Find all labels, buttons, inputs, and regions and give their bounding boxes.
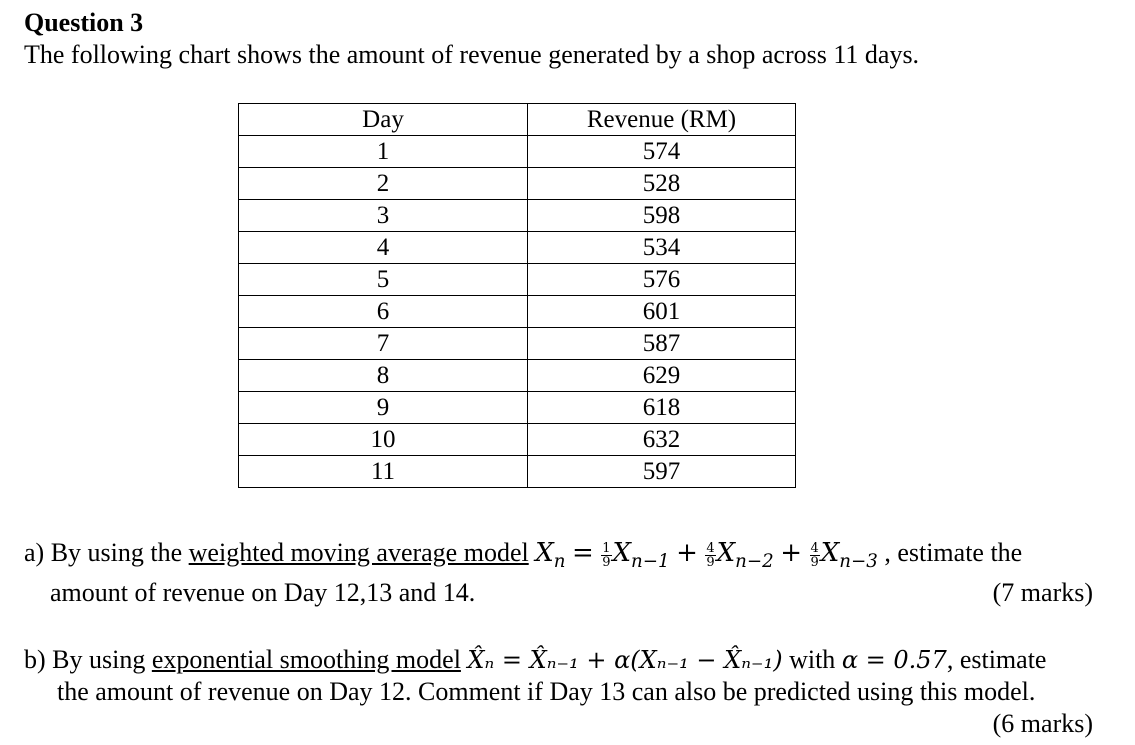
cell-revenue: 601 [528,296,796,328]
cell-revenue: 587 [528,328,796,360]
table-row [239,200,796,232]
part-a-marks: (7 marks) [992,578,1093,607]
formula-lhs: X [535,538,554,568]
part-b-marks: (6 marks) [992,709,1093,738]
part-a-prefix: a) By using the [24,538,189,567]
term1-sub: n−1 [631,551,670,573]
table-header-row [239,104,796,136]
cell-revenue: 629 [528,360,796,392]
table-row [239,392,796,424]
cell-day: 8 [239,360,528,392]
question-intro: The following chart shows the amount of revenue generated by a shop across 11 days. [24,40,920,69]
table-row [239,360,796,392]
table-row [239,424,796,456]
cell-revenue: 598 [528,200,796,232]
header-revenue: Revenue (RM) [528,104,796,136]
question-title: Question 3 [24,8,144,37]
part-b-prefix: b) By using [24,645,152,674]
part-b-line2: the amount of revenue on Day 12. Comment if Day 13 can also be predicted using this model. [57,677,1036,706]
table-row [239,328,796,360]
part-b-line1 [24,645,1046,675]
frac-3: $\frac{4}{9}$ [810,540,819,570]
cell-day: 5 [239,264,528,296]
table-row [239,232,796,264]
header-day: Day [239,104,528,136]
part-a-line1 [24,538,1022,572]
term3-sub: n−3 [839,551,878,573]
cell-revenue: 597 [528,456,796,488]
part-b-alpha: α = 0.57 [841,646,947,674]
table-row [239,296,796,328]
cell-day: 2 [239,168,528,200]
revenue-table [238,103,796,488]
table-row [239,168,796,200]
frac-2: $\frac{4}{9}$ [706,540,715,570]
formula-eq: = [571,538,594,568]
cell-revenue: 528 [528,168,796,200]
part-b-formula: X̂ₙ = X̂ₙ₋₁ + α(Xₙ₋₁ − X̂ₙ₋₁) [467,646,783,674]
cell-day: 1 [239,136,528,168]
cell-day: 7 [239,328,528,360]
formula-lhs-sub: n [553,551,566,573]
part-a-line2: amount of revenue on Day 12,13 and 14. [50,578,476,607]
cell-day: 4 [239,232,528,264]
part-a-suffix: , estimate the [884,538,1023,567]
term2-sub: n−2 [735,551,774,573]
cell-day: 9 [239,392,528,424]
cell-revenue: 576 [528,264,796,296]
cell-revenue: 618 [528,392,796,424]
cell-revenue: 632 [528,424,796,456]
part-a-model-name: weighted moving average model [188,538,529,567]
frac-1: $\frac{1}{9}$ [602,540,611,570]
cell-day: 6 [239,296,528,328]
part-b-suffix: , estimate [946,645,1047,674]
table-row [239,456,796,488]
cell-day: 11 [239,456,528,488]
cell-revenue: 534 [528,232,796,264]
table-row [239,264,796,296]
part-b-model-name: exponential smoothing model [151,645,461,674]
cell-day: 10 [239,424,528,456]
part-a-formula: $X_n$ = $\frac{1}{9}$ $X_{n-1}$ + $\frac{4}{9}$ $X_{n-2}$ + $\frac{4}{9}$ $X_{n-3}$ [535,538,878,573]
table-row [239,136,796,168]
cell-revenue: 574 [528,136,796,168]
cell-day: 3 [239,200,528,232]
part-b-with: with [782,645,842,674]
